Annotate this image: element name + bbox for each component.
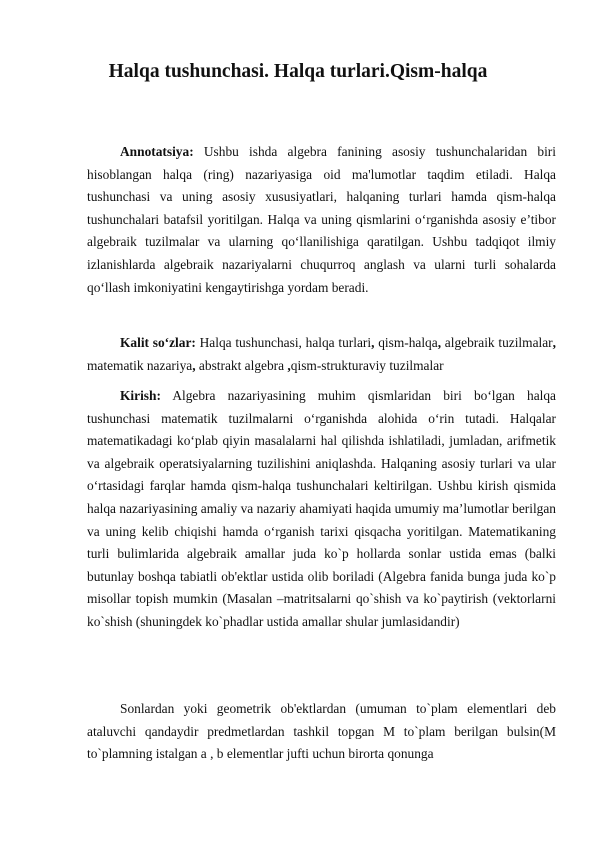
keyword-separator: , (437, 335, 442, 350)
keyword-part: matematik nazariya (87, 357, 193, 373)
annotation-paragraph (87, 141, 556, 299)
keyword-part: qism-strukturaviy tuzilmalar (290, 357, 444, 373)
continuation-paragraph: Sonlardan yoki geometrik ob'ektlardan (umuman to`plam elementlari deb ataluvchi qandaydir predmetlardan tashkil topgan M to`plam berilgan bulsin(M to`plamning istalgan a , b elementlar jufti uchun birorta qonunga (87, 701, 556, 762)
keyword-separator: , (287, 357, 291, 373)
keywords-paragraph (87, 332, 556, 377)
introduction-text: Algebra nazariyasining muhim qismlaridan biri bo‘lgan halqa tushunchasi matematik tuzilmalarni o‘rganishda alohida o‘rin tutadi. Halqalar matematikadagi ko‘plab qiyin masalalarni hal qilishda ishlatiladi, jumladan, arifmetik va algebraik operatsiyalarning tuzilishini aniqlashda. Halqaning asosiy turlari va ular o‘rtasidagi farqlar hamda qism-halqa tushunchalari keltirilgan. Ushbu kirish qismida halqa nazariyasining amaliy va nazariy ahamiyati haqida umumiy ma’lumotlar berilgan va uning kelib chiqishi hamda o‘rganish tarixi qisqacha yoritilgan. Matematikaning turli bulimlarida algebraik amallar juda ko`p hollarda sonlar ustida emas (balki butunlay boshqa tabiatli ob'ektlar ustida olib boriladi (Algebra fanida bunga juda ko`p misollar topish mumkin (Masalan –matritsalarni qo`shish va ko`paytirish (vektorlarni ko`shish (shuningdek ko`phadlar ustida amallar shular jumlasidandir) (87, 388, 556, 629)
document-title: Halqa tushunchasi. Halqa turlari.Qism-halqa (108, 61, 488, 82)
keywords-label: Kalit so‘zlar: (120, 335, 196, 350)
keyword-separator: , (371, 335, 375, 350)
introduction-label: Kirish: (120, 388, 161, 403)
annotation-label: Annotatsiya: (120, 144, 194, 159)
keyword-part: qism-halqa (374, 335, 438, 350)
keyword-part: algebraik tuzilmalar (441, 335, 553, 350)
keyword-separator: , (552, 335, 556, 350)
introduction-paragraph (87, 385, 556, 634)
keyword-part: Halqa tushunchasi, halqa turlari (195, 335, 372, 350)
keyword-part: abstrakt algebra (195, 357, 288, 373)
keyword-separator: , (192, 357, 196, 373)
annotation-text: Ushbu ishda algebra fanining asosiy tushunchalaridan biri hisoblangan halqa (ring) nazariyasiga oid ma'lumotlar taqdim etiladi. Halqa tushunchasi va uning asosiy xususiyatlari, halqaning turlari hamda qism-halqa tushunchalari batafsil yoritilgan. Halqa va uning qismlarini o‘rganishda asosiy e’tibor algebraik tuzilmalar va ularning qo‘llanilishiga qaratilgan. Ushbu tadqiqot ilmiy izlanishlarda algebraik nazariyalarni chuqurroq anglash va ularni turli sohalarda qo‘llash imkoniyatini kengaytirishga yordam beradi. (87, 144, 556, 295)
